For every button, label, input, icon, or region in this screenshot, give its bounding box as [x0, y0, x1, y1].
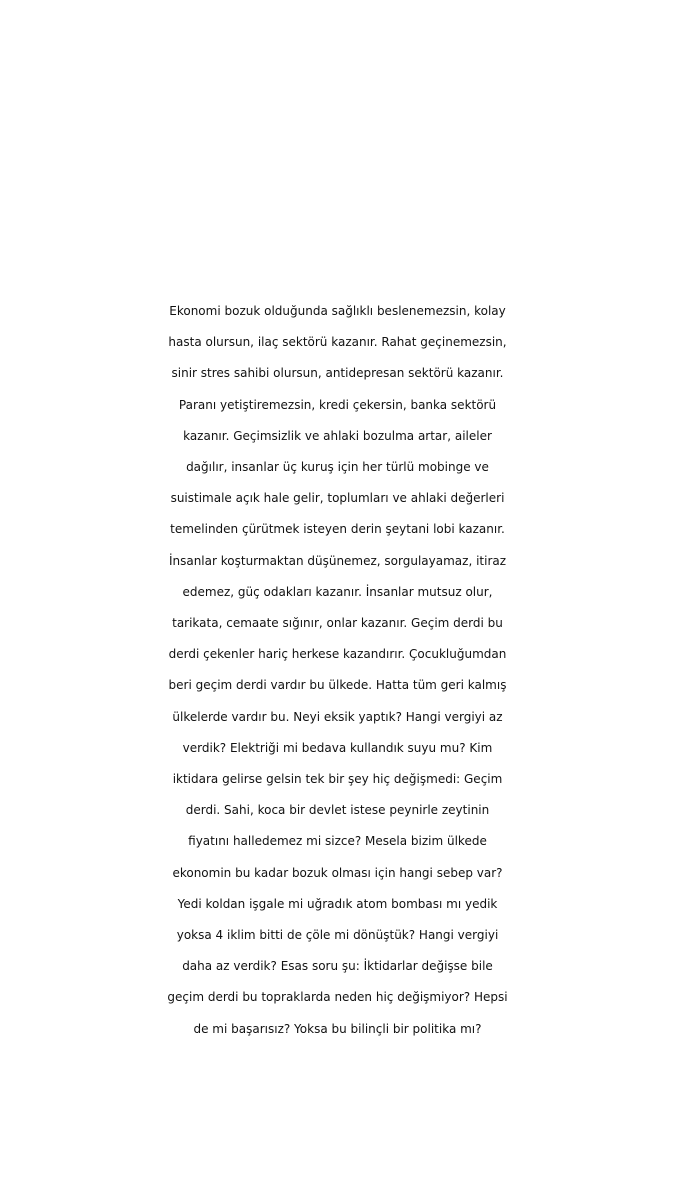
post-text-line: suistimale açık hale gelir, toplumları ve ahlaki değerleri [170, 491, 505, 506]
post-text-line: dağılır, insanlar üç kuruş için her türlü mobinge ve [186, 460, 489, 475]
post-text-line: tarikata, cemaate sığınır, onlar kazanır. Geçim derdi bu [172, 616, 503, 631]
post-text-line: Paranı yetiştiremezsin, kredi çekersin, banka sektörü [178, 397, 497, 412]
post-text-line: beri geçim derdi vardır bu ülkede. Hatta tüm geri kalmış [168, 678, 507, 693]
post-text-line: verdik? Elektriği mi bedava kullandık suyu mu? Kim [182, 740, 493, 755]
post-text-line: derdi çekenler hariç herkese kazandırır. Çocukluğumdan [168, 647, 507, 662]
post-text-line: Yedi koldan işgale mi uğradık atom bombası mı yedik [177, 896, 498, 911]
post-text-line: daha az verdik? Esas soru şu: İktidarlar değişse bile [182, 959, 493, 974]
post-text-line: temelinden çürütmek isteyen derin şeytani lobi kazanır. [170, 522, 505, 537]
post-text-line: Ekonomi bozuk olduğunda sağlıklı beslenemezsin, kolay [169, 304, 506, 318]
post-text-line: geçim derdi bu topraklarda neden hiç değişmiyor? Hepsi [167, 990, 508, 1005]
post-text-line: ekonomin bu kadar bozuk olması için hangi sebep var? [172, 865, 503, 880]
post-text-line: yoksa 4 iklim bitti de çöle mi dönüştük? Hangi vergiyi [176, 928, 499, 943]
post-text-line: sinir stres sahibi olursun, antidepresan sektörü kazanır. [171, 366, 504, 381]
post-text-line: fiyatını halledemez mi sizce? Mesela bizim ülkede [188, 834, 487, 849]
post-text-line: ülkelerde vardır bu. Neyi eksik yaptık? Hangi vergiyi az [172, 709, 503, 724]
post-text-line: kazanır. Geçimsizlik ve ahlaki bozulma artar, aileler [183, 428, 492, 443]
post-text-line: İnsanlar koşturmaktan düşünemez, sorgulayamaz, itiraz [168, 553, 507, 568]
post-text-line: iktidara gelirse gelsin tek bir şey hiç değişmedi: Geçim [172, 772, 503, 787]
post-text-line: hasta olursun, ilaç sektörü kazanır. Rahat geçinemezsin, [168, 335, 507, 350]
post-text-line: de mi başarısız? Yoksa bu bilinçli bir politika mı? [193, 1021, 482, 1036]
post-text-line: edemez, güç odakları kazanır. İnsanlar mutsuz olur, [182, 584, 493, 599]
post-text [0, 296, 675, 1045]
post-text-line: derdi. Sahi, koca bir devlet istese peynirle zeytinin [185, 803, 490, 818]
